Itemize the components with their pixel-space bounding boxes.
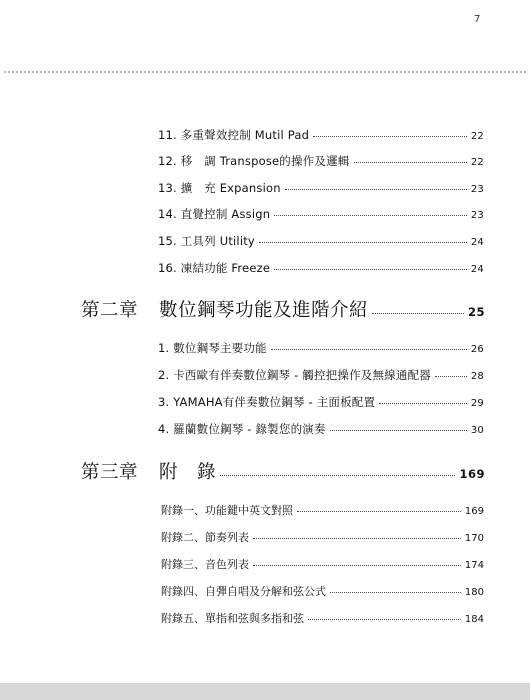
toc-entry[interactable]: [158, 233, 484, 249]
toc-entry-label: 附錄四、自彈自唱及分解和弦公式: [161, 585, 326, 598]
dot-leader: [259, 242, 467, 243]
toc-entry-page: 22: [470, 157, 484, 168]
toc-entry-page: 180: [464, 587, 484, 598]
page-number: 7: [474, 14, 481, 25]
dotted-divider: [4, 71, 526, 73]
toc-entry-page: 26: [470, 344, 484, 355]
dot-leader: [330, 430, 467, 431]
toc-entry[interactable]: [158, 153, 484, 169]
toc-entry-page: 174: [464, 560, 484, 571]
toc-entry-page: 24: [470, 264, 484, 275]
chapter-number: 第三章: [81, 462, 139, 483]
chapter-heading-text: [81, 296, 368, 322]
toc-entry-label: 15. 工具列 Utility: [158, 234, 255, 248]
chapter-heading[interactable]: [81, 458, 485, 484]
dot-leader: [354, 162, 467, 163]
toc-entry[interactable]: [161, 583, 484, 599]
dot-leader: [379, 403, 467, 404]
dot-leader: [330, 592, 461, 593]
toc-entry-label: 1. 數位鋼琴主要功能: [158, 341, 267, 355]
bottom-band: [0, 683, 530, 700]
toc-entry[interactable]: [158, 127, 484, 143]
chapter-title: 附 錄: [159, 462, 217, 483]
toc-entry[interactable]: [161, 502, 484, 518]
toc-entry[interactable]: [158, 260, 484, 276]
dot-leader: [253, 538, 461, 539]
toc-entry[interactable]: [158, 206, 484, 222]
toc-entry[interactable]: [158, 394, 484, 410]
dot-leader: [313, 136, 467, 137]
dot-leader: [274, 269, 467, 270]
chapter-title: 數位鋼琴功能及進階介紹: [159, 300, 369, 321]
dot-leader: [220, 475, 455, 476]
toc-entry-page: 22: [470, 131, 484, 142]
dot-leader: [308, 619, 461, 620]
toc-entry[interactable]: [158, 340, 484, 356]
toc-entry-label: 附錄五、單指和弦與多指和弦: [161, 612, 304, 625]
toc-entry-label: 11. 多重聲效控制 Mutil Pad: [158, 128, 310, 142]
toc-entry-label: 附錄二、節奏列表: [161, 531, 249, 544]
toc-entry-page: 184: [464, 614, 484, 625]
toc-entry-label: 16. 凍結功能 Freeze: [158, 261, 271, 275]
toc-entry[interactable]: [158, 180, 484, 196]
toc-entry-page: 24: [470, 237, 484, 248]
toc-entry-label: 13. 擴 充 Expansion: [158, 181, 281, 195]
toc-entry[interactable]: [161, 610, 484, 626]
toc-entry-page: 28: [470, 371, 484, 382]
toc-entry-page: 170: [464, 533, 484, 544]
dot-leader: [435, 376, 467, 377]
toc-entry-label: 4. 羅蘭數位鋼琴 - 錄製您的演奏: [158, 422, 326, 436]
toc-entry[interactable]: [158, 421, 484, 437]
toc-entry-page: 23: [470, 184, 484, 195]
chapter-heading-text: [81, 458, 216, 484]
dot-leader: [271, 349, 467, 350]
toc-entry-label: 附錄三、音色列表: [161, 558, 249, 571]
toc-entry-label: 3. YAMAHA有伴奏數位鋼琴 - 主面板配置: [158, 395, 376, 409]
dot-leader: [372, 313, 464, 314]
toc-entry-label: 12. 移 調 Transpose的操作及邏輯: [158, 154, 350, 168]
toc-entry-label: 附錄一、功能鍵中英文對照: [161, 504, 293, 517]
dot-leader: [297, 511, 461, 512]
dot-leader: [285, 189, 467, 190]
toc-entry-label: 14. 直覺控制 Assign: [158, 207, 271, 221]
chapter-number: 第二章: [81, 300, 139, 321]
toc-entry-label: 2. 卡西歐有伴奏數位鋼琴 - 觸控把操作及無線通配器: [158, 368, 431, 382]
chapter-page: 25: [467, 305, 485, 319]
dot-leader: [253, 565, 461, 566]
toc-entry-page: 29: [470, 398, 484, 409]
toc-entry-page: 23: [470, 210, 484, 221]
toc-entry[interactable]: [161, 556, 484, 572]
toc-entry-page: 30: [470, 425, 484, 436]
toc-entry[interactable]: [158, 367, 484, 383]
toc-entry-page: 169: [464, 506, 484, 517]
dot-leader: [274, 215, 467, 216]
chapter-heading[interactable]: [81, 296, 485, 322]
toc-entry[interactable]: [161, 529, 484, 545]
chapter-page: 169: [459, 467, 485, 481]
